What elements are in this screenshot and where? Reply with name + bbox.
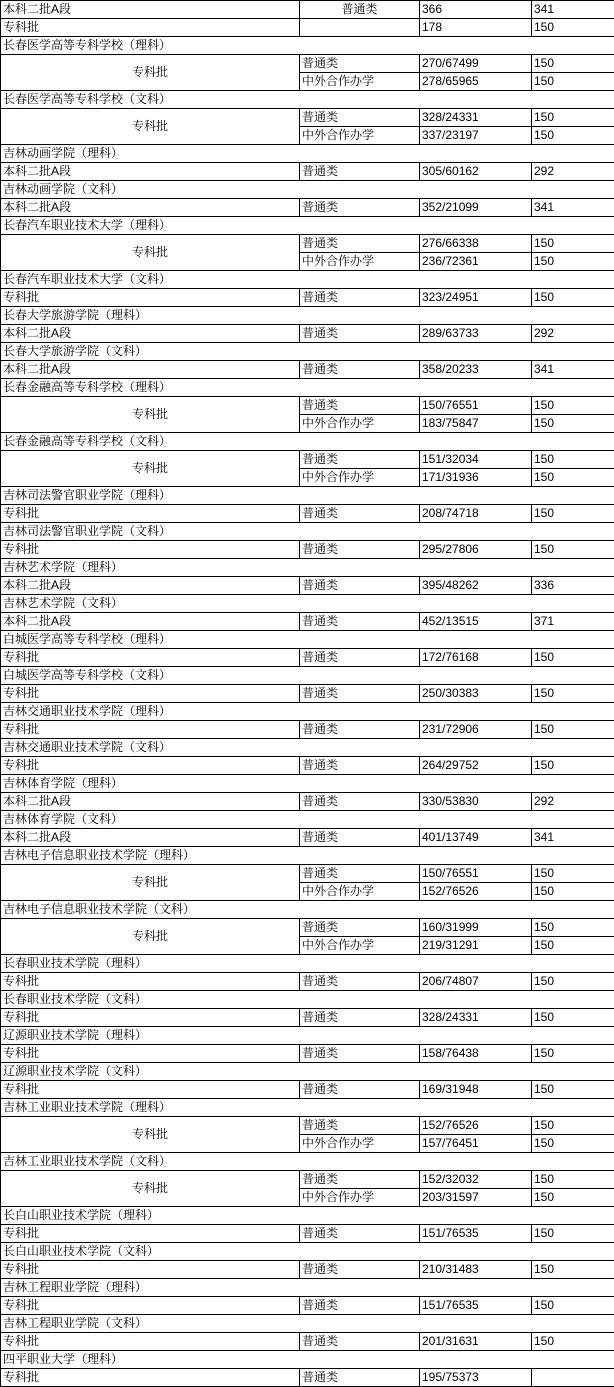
control-line-cell: 150 — [532, 289, 614, 307]
control-line-cell: 150 — [532, 451, 614, 469]
control-line-cell: 150 — [532, 757, 614, 775]
control-line-cell: 150 — [532, 1081, 614, 1099]
batch-cell: 本科二批A段 — [1, 613, 300, 631]
control-line-cell: 150 — [532, 1297, 614, 1315]
school-name-cell: 长春金融高等专科学校（文科） — [1, 433, 614, 451]
score-rank-cell: 330/53830 — [420, 793, 532, 811]
school-name-cell: 吉林司法警官职业学院（文科） — [1, 523, 614, 541]
table-row — [1, 1117, 614, 1135]
control-line-cell: 150 — [532, 1171, 614, 1189]
school-name-cell: 长白山职业技术学院（文科） — [1, 1243, 614, 1261]
school-name-cell: 长春汽车职业技术大学（理科） — [1, 217, 614, 235]
category-cell: 普通类 — [300, 1045, 420, 1063]
category-cell: 普通类 — [300, 397, 420, 415]
table-row — [1, 847, 614, 865]
score-rank-cell: 208/74718 — [420, 505, 532, 523]
control-line-cell: 150 — [532, 883, 614, 901]
score-rank-cell: 366 — [420, 1, 532, 19]
table-row — [1, 1225, 614, 1243]
control-line-cell: 341 — [532, 199, 614, 217]
table-row — [1, 91, 614, 109]
table-row — [1, 1279, 614, 1297]
batch-cell: 本科二批A段 — [1, 325, 300, 343]
table-row — [1, 181, 614, 199]
table-body — [1, 1, 614, 1387]
table-row — [1, 577, 614, 595]
score-rank-cell: 151/32034 — [420, 451, 532, 469]
table-row — [1, 667, 614, 685]
category-cell: 普通类 — [300, 919, 420, 937]
control-line-cell: 150 — [532, 721, 614, 739]
table-row — [1, 307, 614, 325]
table-row — [1, 811, 614, 829]
category-cell: 普通类 — [300, 451, 420, 469]
table-row — [1, 1, 614, 19]
control-line-cell: 150 — [532, 1045, 614, 1063]
table-row — [1, 145, 614, 163]
control-line-cell: 150 — [532, 1225, 614, 1243]
table-row — [1, 991, 614, 1009]
category-cell: 中外合作办学 — [300, 883, 420, 901]
table-row — [1, 361, 614, 379]
batch-cell: 专科批 — [1, 1297, 300, 1315]
category-cell: 普通类 — [300, 1171, 420, 1189]
table-row — [1, 829, 614, 847]
category-cell: 普通类 — [300, 1297, 420, 1315]
control-line-cell: 150 — [532, 1117, 614, 1135]
table-row — [1, 1153, 614, 1171]
control-line-cell: 150 — [532, 1135, 614, 1153]
control-line-cell: 341 — [532, 1, 614, 19]
control-line-cell: 150 — [532, 685, 614, 703]
school-name-cell: 四平职业大学（理科） — [1, 1351, 614, 1369]
control-line-cell: 150 — [532, 919, 614, 937]
batch-cell: 本科二批A段 — [1, 793, 300, 811]
school-name-cell: 吉林艺术学院（理科） — [1, 559, 614, 577]
score-rank-cell: 328/24331 — [420, 1009, 532, 1027]
control-line-cell: 150 — [532, 109, 614, 127]
batch-cell: 专科批 — [1, 1117, 300, 1153]
school-name-cell: 吉林体育学院（理科） — [1, 775, 614, 793]
score-rank-cell: 289/63733 — [420, 325, 532, 343]
batch-cell: 本科二批A段 — [1, 577, 300, 595]
table-row — [1, 343, 614, 361]
batch-cell: 专科批 — [1, 541, 300, 559]
control-line-cell: 150 — [532, 505, 614, 523]
batch-cell: 本科二批A段 — [1, 1, 300, 19]
category-cell: 普通类 — [300, 721, 420, 739]
category-cell: 中外合作办学 — [300, 253, 420, 271]
control-line-cell: 150 — [532, 235, 614, 253]
school-name-cell: 长春金融高等专科学校（理科） — [1, 379, 614, 397]
category-cell: 普通类 — [300, 289, 420, 307]
table-row — [1, 1333, 614, 1351]
category-cell: 普通类 — [300, 541, 420, 559]
table-row — [1, 199, 614, 217]
batch-cell: 专科批 — [1, 1333, 300, 1351]
score-rank-cell: 160/31999 — [420, 919, 532, 937]
table-row — [1, 37, 614, 55]
control-line-cell: 150 — [532, 1009, 614, 1027]
batch-cell: 专科批 — [1, 973, 300, 991]
table-row — [1, 1351, 614, 1369]
category-cell: 普通类 — [300, 973, 420, 991]
category-cell: 普通类 — [300, 1081, 420, 1099]
batch-cell: 专科批 — [1, 1369, 300, 1387]
school-name-cell: 辽源职业技术学院（理科） — [1, 1027, 614, 1045]
category-cell: 中外合作办学 — [300, 415, 420, 433]
score-rank-cell: 195/75373 — [420, 1369, 532, 1387]
score-rank-cell: 151/76535 — [420, 1225, 532, 1243]
score-rank-cell: 323/24951 — [420, 289, 532, 307]
table-row — [1, 1243, 614, 1261]
table-row — [1, 919, 614, 937]
batch-cell: 专科批 — [1, 397, 300, 433]
table-row — [1, 739, 614, 757]
category-cell: 普通类 — [300, 1261, 420, 1279]
school-name-cell: 吉林艺术学院（文科） — [1, 595, 614, 613]
score-rank-cell: 150/76551 — [420, 865, 532, 883]
category-cell: 普通类 — [300, 793, 420, 811]
score-rank-cell: 305/60162 — [420, 163, 532, 181]
score-rank-cell: 152/76526 — [420, 883, 532, 901]
table-row — [1, 901, 614, 919]
control-line-cell: 292 — [532, 793, 614, 811]
batch-cell: 专科批 — [1, 919, 300, 955]
table-row — [1, 685, 614, 703]
table-row — [1, 1315, 614, 1333]
control-line-cell: 150 — [532, 1333, 614, 1351]
table-row — [1, 1009, 614, 1027]
table-row — [1, 595, 614, 613]
category-cell: 普通类 — [300, 199, 420, 217]
batch-cell: 本科二批A段 — [1, 361, 300, 379]
table-row — [1, 1297, 614, 1315]
school-name-cell: 吉林工业职业技术学院（理科） — [1, 1099, 614, 1117]
batch-cell: 专科批 — [1, 1225, 300, 1243]
batch-cell: 专科批 — [1, 1045, 300, 1063]
score-rank-cell: 152/76526 — [420, 1117, 532, 1135]
category-cell: 普通类 — [300, 865, 420, 883]
category-cell: 普通类 — [300, 1117, 420, 1135]
table-row — [1, 865, 614, 883]
table-row — [1, 721, 614, 739]
category-cell: 普通类 — [300, 685, 420, 703]
school-name-cell: 吉林电子信息职业技术学院（文科） — [1, 901, 614, 919]
table-row — [1, 631, 614, 649]
school-name-cell: 吉林动画学院（理科） — [1, 145, 614, 163]
table-row — [1, 235, 614, 253]
control-line-cell: 150 — [532, 649, 614, 667]
table-row — [1, 1081, 614, 1099]
score-rank-cell: 250/30383 — [420, 685, 532, 703]
control-line-cell: 150 — [532, 541, 614, 559]
control-line-cell: 150 — [532, 55, 614, 73]
table-row — [1, 1207, 614, 1225]
table-row — [1, 19, 614, 37]
table-row — [1, 1027, 614, 1045]
control-line-cell: 341 — [532, 361, 614, 379]
batch-cell: 专科批 — [1, 685, 300, 703]
table-row — [1, 1045, 614, 1063]
batch-cell: 专科批 — [1, 235, 300, 271]
batch-cell: 专科批 — [1, 757, 300, 775]
school-name-cell: 长春医学高等专科学校（文科） — [1, 91, 614, 109]
table-row — [1, 757, 614, 775]
score-rank-cell: 452/13515 — [420, 613, 532, 631]
table-row — [1, 505, 614, 523]
score-rank-cell: 158/76438 — [420, 1045, 532, 1063]
school-name-cell: 吉林体育学院（文科） — [1, 811, 614, 829]
table-row — [1, 397, 614, 415]
batch-cell: 专科批 — [1, 451, 300, 487]
table-row — [1, 271, 614, 289]
category-cell: 中外合作办学 — [300, 469, 420, 487]
control-line-cell: 150 — [532, 973, 614, 991]
table-row — [1, 55, 614, 73]
batch-cell: 专科批 — [1, 55, 300, 91]
score-rank-cell: 183/75847 — [420, 415, 532, 433]
table-row — [1, 955, 614, 973]
category-cell: 普通类 — [300, 505, 420, 523]
category-cell: 中外合作办学 — [300, 1135, 420, 1153]
category-cell: 普通类 — [300, 1, 420, 19]
control-line-cell: 292 — [532, 163, 614, 181]
school-name-cell: 白城医学高等专科学校（文科） — [1, 667, 614, 685]
control-line-cell: 292 — [532, 325, 614, 343]
table-row — [1, 451, 614, 469]
batch-cell: 专科批 — [1, 19, 300, 37]
school-name-cell: 辽源职业技术学院（文科） — [1, 1063, 614, 1081]
score-rank-cell: 157/76451 — [420, 1135, 532, 1153]
category-cell: 普通类 — [300, 163, 420, 181]
table-row — [1, 703, 614, 721]
score-rank-cell: 337/23197 — [420, 127, 532, 145]
score-rank-cell: 172/76168 — [420, 649, 532, 667]
category-cell: 普通类 — [300, 1225, 420, 1243]
control-line-cell: 150 — [532, 865, 614, 883]
score-rank-cell: 210/31483 — [420, 1261, 532, 1279]
school-name-cell: 长春职业技术学院（理科） — [1, 955, 614, 973]
table-row — [1, 379, 614, 397]
table-row — [1, 793, 614, 811]
table-row — [1, 1099, 614, 1117]
table-row — [1, 109, 614, 127]
score-rank-cell: 264/29752 — [420, 757, 532, 775]
control-line-cell: 150 — [532, 253, 614, 271]
school-name-cell: 长春职业技术学院（文科） — [1, 991, 614, 1009]
school-name-cell: 长春大学旅游学院（理科） — [1, 307, 614, 325]
score-rank-cell: 352/21099 — [420, 199, 532, 217]
category-cell: 普通类 — [300, 109, 420, 127]
control-line-cell: 341 — [532, 829, 614, 847]
school-name-cell: 吉林交通职业技术学院（理科） — [1, 703, 614, 721]
school-name-cell: 白城医学高等专科学校（理科） — [1, 631, 614, 649]
score-rank-cell: 219/31291 — [420, 937, 532, 955]
category-cell: 普通类 — [300, 1009, 420, 1027]
school-name-cell: 吉林交通职业技术学院（文科） — [1, 739, 614, 757]
table-row — [1, 523, 614, 541]
table-row — [1, 1171, 614, 1189]
school-name-cell: 长白山职业技术学院（理科） — [1, 1207, 614, 1225]
control-line-cell: 150 — [532, 397, 614, 415]
score-rank-cell: 231/72906 — [420, 721, 532, 739]
category-cell — [300, 19, 420, 37]
table-row — [1, 775, 614, 793]
score-rank-cell: 328/24331 — [420, 109, 532, 127]
control-line-cell: 150 — [532, 1189, 614, 1207]
score-rank-cell: 178 — [420, 19, 532, 37]
category-cell: 普通类 — [300, 55, 420, 73]
batch-cell: 专科批 — [1, 649, 300, 667]
school-name-cell: 吉林动画学院（文科） — [1, 181, 614, 199]
category-cell: 普通类 — [300, 361, 420, 379]
category-cell: 普通类 — [300, 577, 420, 595]
batch-cell: 专科批 — [1, 1171, 300, 1207]
category-cell: 普通类 — [300, 757, 420, 775]
score-rank-cell: 206/74807 — [420, 973, 532, 991]
batch-cell: 专科批 — [1, 1009, 300, 1027]
school-name-cell: 吉林司法警官职业学院（理科） — [1, 487, 614, 505]
batch-cell: 专科批 — [1, 1261, 300, 1279]
batch-cell: 本科二批A段 — [1, 199, 300, 217]
control-line-cell: 371 — [532, 613, 614, 631]
batch-cell: 专科批 — [1, 289, 300, 307]
batch-cell: 专科批 — [1, 505, 300, 523]
category-cell: 普通类 — [300, 1333, 420, 1351]
table-row — [1, 1063, 614, 1081]
table-row — [1, 289, 614, 307]
category-cell: 中外合作办学 — [300, 73, 420, 91]
score-rank-cell: 152/32032 — [420, 1171, 532, 1189]
control-line-cell: 150 — [532, 19, 614, 37]
control-line-cell: 150 — [532, 1261, 614, 1279]
batch-cell: 专科批 — [1, 1081, 300, 1099]
table-row — [1, 613, 614, 631]
score-rank-cell: 276/66338 — [420, 235, 532, 253]
school-name-cell: 长春大学旅游学院（文科） — [1, 343, 614, 361]
batch-cell: 专科批 — [1, 865, 300, 901]
table-row — [1, 487, 614, 505]
school-name-cell: 吉林工程职业学院（理科） — [1, 1279, 614, 1297]
score-rank-cell: 358/20233 — [420, 361, 532, 379]
category-cell: 普通类 — [300, 829, 420, 847]
category-cell: 普通类 — [300, 1369, 420, 1387]
control-line-cell: 336 — [532, 577, 614, 595]
control-line-cell: 150 — [532, 127, 614, 145]
control-line-cell: 150 — [532, 73, 614, 91]
table-row — [1, 163, 614, 181]
score-rank-cell: 295/27806 — [420, 541, 532, 559]
score-rank-cell: 401/13749 — [420, 829, 532, 847]
category-cell: 中外合作办学 — [300, 127, 420, 145]
batch-cell: 专科批 — [1, 721, 300, 739]
score-rank-cell: 169/31948 — [420, 1081, 532, 1099]
table-row — [1, 217, 614, 235]
table-row — [1, 325, 614, 343]
score-rank-cell: 270/67499 — [420, 55, 532, 73]
score-rank-cell: 171/31936 — [420, 469, 532, 487]
table-row — [1, 1261, 614, 1279]
control-line-cell — [532, 1369, 614, 1387]
score-rank-cell: 151/76535 — [420, 1297, 532, 1315]
score-rank-cell: 236/72361 — [420, 253, 532, 271]
school-name-cell: 长春医学高等专科学校（理科） — [1, 37, 614, 55]
school-name-cell: 吉林工业职业技术学院（文科） — [1, 1153, 614, 1171]
table-row — [1, 649, 614, 667]
table-row — [1, 1369, 614, 1387]
score-rank-cell: 150/76551 — [420, 397, 532, 415]
table-row — [1, 433, 614, 451]
score-rank-cell: 395/48262 — [420, 577, 532, 595]
score-rank-cell: 201/31631 — [420, 1333, 532, 1351]
category-cell: 普通类 — [300, 613, 420, 631]
table-row — [1, 541, 614, 559]
batch-cell: 专科批 — [1, 109, 300, 145]
category-cell: 中外合作办学 — [300, 937, 420, 955]
score-rank-cell: 278/65965 — [420, 73, 532, 91]
category-cell: 普通类 — [300, 325, 420, 343]
control-line-cell: 150 — [532, 469, 614, 487]
school-name-cell: 吉林工程职业学院（文科） — [1, 1315, 614, 1333]
table-row — [1, 559, 614, 577]
school-name-cell: 长春汽车职业技术大学（文科） — [1, 271, 614, 289]
control-line-cell: 150 — [532, 415, 614, 433]
category-cell: 中外合作办学 — [300, 1189, 420, 1207]
batch-cell: 本科二批A段 — [1, 829, 300, 847]
batch-cell: 本科二批A段 — [1, 163, 300, 181]
score-rank-cell: 203/31597 — [420, 1189, 532, 1207]
category-cell: 普通类 — [300, 649, 420, 667]
table-row — [1, 973, 614, 991]
control-line-cell: 150 — [532, 937, 614, 955]
category-cell: 普通类 — [300, 235, 420, 253]
school-name-cell: 吉林电子信息职业技术学院（理科） — [1, 847, 614, 865]
